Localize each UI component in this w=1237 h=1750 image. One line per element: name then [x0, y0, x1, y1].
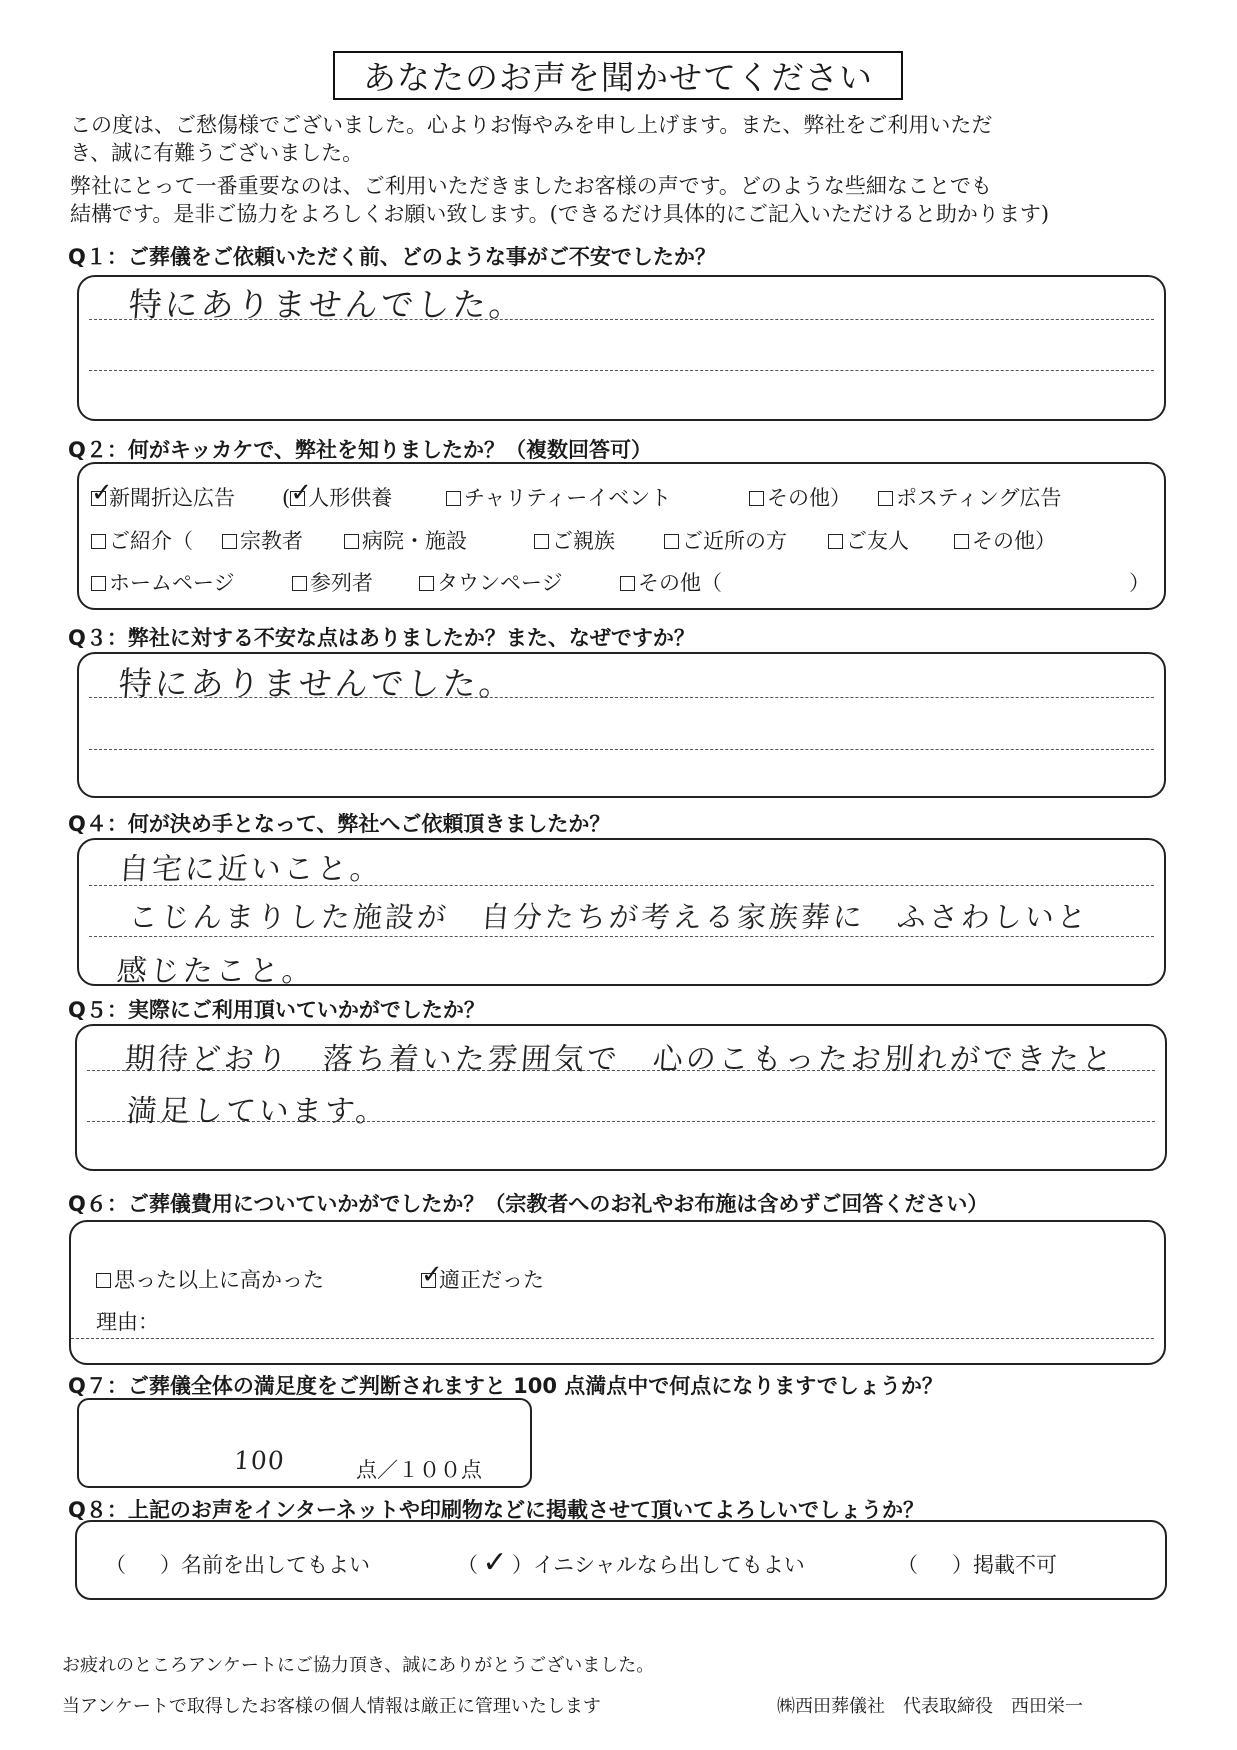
- q8-mark[interactable]: ✓: [482, 1545, 508, 1580]
- answer-line: [89, 370, 1154, 371]
- q2-option-other-3[interactable]: その他（: [620, 567, 722, 597]
- q8-option-name-ok[interactable]: （ ）名前を出してもよい: [105, 1553, 370, 1577]
- check-mark-icon: ✓: [91, 478, 113, 508]
- q2-option-attendee[interactable]: 参列者: [292, 567, 373, 597]
- q4-question: Q４：何が決め手となって、弊社へご依頼頂きましたか？: [68, 812, 611, 836]
- q8-question: Q８：上記のお声をインターネットや印刷物などに掲載させて頂いてよろしいでしょうか？: [68, 1498, 924, 1522]
- q2-option-referral[interactable]: ご紹介（: [91, 525, 193, 555]
- q8-paren-open: （: [897, 1553, 918, 1577]
- answer-line: [89, 749, 1154, 750]
- checkbox[interactable]: [290, 478, 312, 508]
- q2-other-close-paren: ）: [1129, 571, 1150, 595]
- checkbox[interactable]: [446, 491, 461, 506]
- checkbox[interactable]: [91, 576, 106, 591]
- checkbox[interactable]: [828, 534, 843, 549]
- q2-option-homepage[interactable]: ホームページ: [91, 567, 235, 597]
- q2-option-religious[interactable]: 宗教者: [222, 525, 303, 555]
- q2-option-doll-memorial[interactable]: ( ✓ 人形供養: [282, 478, 393, 510]
- check-mark-icon: ✓: [290, 478, 312, 508]
- q4-answer-box[interactable]: [77, 838, 1166, 989]
- q2-option-hospital[interactable]: 病院・施設: [344, 525, 467, 555]
- q7-question: Q７：ご葬儀全体の満足度をご判断されますと 100 点満点中で何点になりますでしょうか？: [68, 1374, 943, 1398]
- checkbox[interactable]: [419, 576, 434, 591]
- q2-options-box: [77, 462, 1166, 610]
- q2-option-other-2[interactable]: その他）: [954, 525, 1056, 555]
- q2-question: Q２：何がキッカケで、弊社を知りましたか？（複数回答可）: [68, 438, 653, 462]
- q2-option-friends[interactable]: ご友人: [828, 525, 909, 555]
- q3-question: Q３：弊社に対する不安な点はありましたか？また、なぜですか？: [68, 626, 695, 650]
- q4-answer-line-3: 感じたこと。: [115, 954, 316, 989]
- q2-option-posting-ad[interactable]: ポスティング広告: [878, 482, 1061, 512]
- intro-line-1: この度は、ご愁傷様でございました。心よりお悔やみを申し上げます。また、弊社をご利用いただ: [70, 113, 993, 137]
- q3-answer-box[interactable]: [77, 652, 1166, 798]
- survey-title: あなたのお声を聞かせてください: [363, 58, 873, 97]
- q2-option-newspaper[interactable]: ✓ 新聞折込広告: [91, 478, 235, 510]
- answer-line: [89, 936, 1154, 937]
- q5-answer-line-1: 期待どおり 落ち着いた雰囲気で 心のこもったお別れができたと: [123, 1042, 1116, 1077]
- q8-option-not-allowed[interactable]: （ ）掲載不可: [897, 1553, 1057, 1577]
- q1-question: Q１：ご葬儀をご依頼いただく前、どのような事がご不安でしたか？: [68, 245, 716, 269]
- q8-paren-open: （: [105, 1553, 126, 1577]
- intro-line-3: 弊社にとって一番重要なのは、ご利用いただきましたお客様の声です。どのような些細なことでも: [70, 174, 992, 198]
- q6-options-box: [69, 1220, 1166, 1365]
- q8-paren-close: ）: [160, 1553, 181, 1577]
- q7-score: 100: [232, 1446, 286, 1475]
- checkbox[interactable]: [534, 534, 549, 549]
- checkbox[interactable]: [954, 534, 969, 549]
- q5-answer-line-2: 満足しています。: [125, 1094, 390, 1129]
- checkbox[interactable]: [421, 1260, 443, 1290]
- q6-question: Q６：ご葬儀費用についていかがでしたか？（宗教者へのお礼やお布施は含めずご回答ください）: [68, 1192, 989, 1216]
- q2-option-other-1[interactable]: その他）: [749, 482, 851, 512]
- title-box: [333, 51, 903, 100]
- q8-paren-close: ）: [512, 1553, 533, 1577]
- q6-option-reasonable[interactable]: ✓ 適正だった: [421, 1260, 544, 1292]
- q4-answer-line-2: こじんまりした施設が 自分たちが考える家族葬に ふさわしいと: [127, 900, 1091, 934]
- checkbox[interactable]: [878, 491, 893, 506]
- q8-option-initials-ok[interactable]: （ ✓ ）イニシャルなら出してもよい: [457, 1545, 805, 1580]
- intro-line-2: き、誠に有難うございました。: [70, 141, 364, 165]
- reason-line[interactable]: [71, 1338, 1154, 1339]
- intro-line-4: 結構です。是非ご協力をよろしくお願い致します。(できるだけ具体的にご記入いただけると助かります): [70, 202, 1050, 226]
- checkbox[interactable]: [749, 491, 764, 506]
- checkbox[interactable]: [91, 478, 113, 508]
- checkbox[interactable]: [344, 534, 359, 549]
- q2-option-neighbors[interactable]: ご近所の方: [664, 525, 787, 555]
- checkbox[interactable]: [96, 1273, 111, 1288]
- q2-option-townpage[interactable]: タウンページ: [419, 567, 563, 597]
- check-mark-icon: ✓: [421, 1260, 443, 1290]
- q8-paren-open: （: [457, 1553, 478, 1577]
- q1-answer: 特にありませんでした。: [127, 285, 527, 324]
- footer-privacy: 当アンケートで取得したお客様の個人情報は厳正に管理いたします: [62, 1696, 601, 1717]
- q4-answer-line-1: 自宅に近いこと。: [117, 852, 384, 887]
- q6-reason-label: 理由：: [96, 1310, 159, 1334]
- q5-question: Q５：実際にご利用頂いていかがでしたか？: [68, 998, 485, 1022]
- q6-option-too-expensive[interactable]: 思った以上に高かった: [96, 1264, 324, 1294]
- footer-thanks: お疲れのところアンケートにご協力頂き、誠にありがとうございました。: [62, 1655, 655, 1676]
- q3-answer: 特にありませんでした。: [117, 664, 517, 703]
- q8-options-box: [75, 1520, 1167, 1600]
- q8-paren-close: ）: [952, 1553, 973, 1577]
- checkbox[interactable]: [620, 576, 635, 591]
- q7-score-box[interactable]: [77, 1398, 532, 1488]
- checkbox[interactable]: [222, 534, 237, 549]
- q5-answer-box[interactable]: [75, 1024, 1167, 1171]
- footer-company: ㈱西田葬儀社 代表取締役 西田栄一: [777, 1696, 1083, 1717]
- checkbox[interactable]: [292, 576, 307, 591]
- q1-answer-box[interactable]: [77, 275, 1166, 421]
- checkbox[interactable]: [664, 534, 679, 549]
- q7-score-suffix: 点／１００点: [356, 1458, 482, 1482]
- q2-option-relatives[interactable]: ご親族: [534, 525, 615, 555]
- checkbox[interactable]: [91, 534, 106, 549]
- q2-option-charity-event[interactable]: チャリティーイベント: [446, 482, 671, 512]
